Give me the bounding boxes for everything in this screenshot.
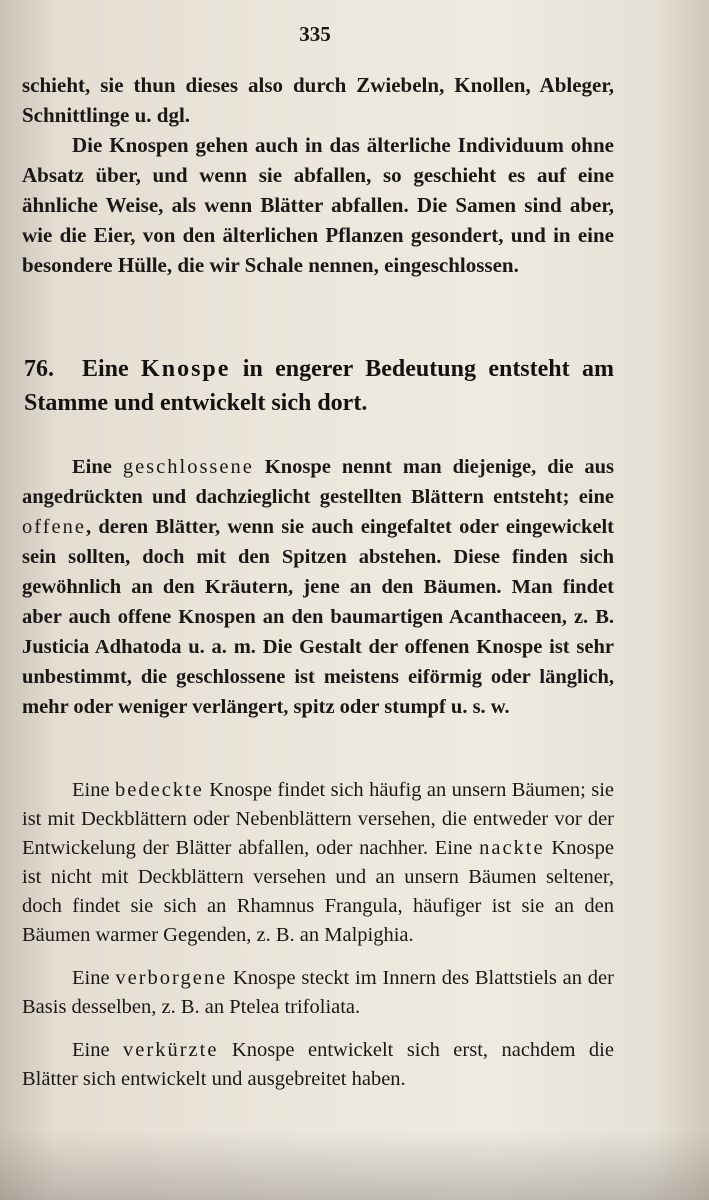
text-span: Knospe ist nicht mit Deckblättern versehen und an unsern Bäumen seltener, doch findet sie sich an Rhamnus Frangula, häufiger ist sie an den Bäumen warmer Gegenden, z. B. an Malpighia. bbox=[22, 837, 614, 946]
section-number: 76. bbox=[24, 356, 54, 382]
paragraph-bedeckte bbox=[22, 776, 614, 950]
body-text bbox=[22, 452, 614, 722]
text-span: , deren Blätter, wenn sie auch eingefaltet oder eingewickelt sein sollten, doch mit den Spitzen abstehen. Diese finden sich gewöhnlich an den Kräutern, jene an den Bäumen. Man findet aber auch offene Knospen an den baumartigen Acanthaceen, z. B. Justicia Adhatoda u. a. m. Die Gestalt der offenen Knospe ist sehr unbestimmt, die geschlossene ist meistens eiförmig oder länglich, mehr oder weniger verlängert, spitz oder stumpf u. s. w. bbox=[22, 516, 614, 718]
text-span: Knospe entwickelt sich erst, nachdem die Blätter sich entwickelt und ausgebreitet haben. bbox=[22, 1039, 614, 1090]
term-geschlossene: geschlossene bbox=[122, 456, 254, 478]
intro-paragraph: Die Knospen gehen auch in das älterliche Individuum ohne Absatz über, und wenn sie abfallen, so geschieht es auf eine ähnliche Weise, als wenn Blätter abfallen. Die Samen sind aber, wie die Eier, von den älterlichen Pflanzen gesondert, und in eine besondere Hülle, die wir Schale nennen, eingeschlossen. bbox=[22, 133, 614, 277]
term-offene: offene bbox=[22, 516, 86, 538]
intro-text bbox=[22, 70, 614, 280]
text-span: Eine bbox=[72, 456, 123, 478]
paragraph-verborgene bbox=[22, 964, 614, 1022]
section-title-term: Knospe bbox=[141, 356, 231, 382]
text-span: Knospe nennt man diejenige, die aus angedrückten und dachzieglicht gestellten Blättern entsteht; eine bbox=[22, 456, 614, 508]
body-text-lower bbox=[22, 776, 614, 1094]
paragraph-geschlossene bbox=[22, 452, 614, 722]
section-heading bbox=[24, 352, 614, 420]
text-span: Eine bbox=[72, 1039, 124, 1061]
term-bedeckte: bedeckte bbox=[115, 779, 204, 801]
paragraph-verkuerzte bbox=[22, 1036, 614, 1094]
text-span: Eine bbox=[72, 779, 116, 801]
term-verborgene: verborgene bbox=[115, 967, 228, 989]
term-verkuerzte: verkürzte bbox=[123, 1039, 219, 1061]
page-number: 335 bbox=[299, 22, 331, 46]
text-span: Knospe steckt im Innern des Blattstiels an der Basis desselben, z. B. an Ptelea trifoliata. bbox=[22, 967, 614, 1018]
intro-line: schieht, sie thun dieses also durch Zwiebeln, Knollen, Ableger, Schnittlinge u. dgl. bbox=[22, 73, 614, 127]
section-title-rest: in engerer Bedeutung entsteht am Stamme und entwickelt sich dort. bbox=[24, 356, 614, 416]
page-shadow bbox=[0, 1130, 709, 1200]
section-title-pre: Eine bbox=[82, 356, 142, 382]
text-span: Knospe findet sich häufig an unsern Bäumen; sie ist mit Deckblättern oder Nebenblättern versehen, die entweder vor der Entwickelung der Blätter abfallen, oder nachher. Eine bbox=[22, 779, 614, 859]
text-span: Eine bbox=[72, 967, 116, 989]
term-nackte: nackte bbox=[479, 837, 545, 859]
